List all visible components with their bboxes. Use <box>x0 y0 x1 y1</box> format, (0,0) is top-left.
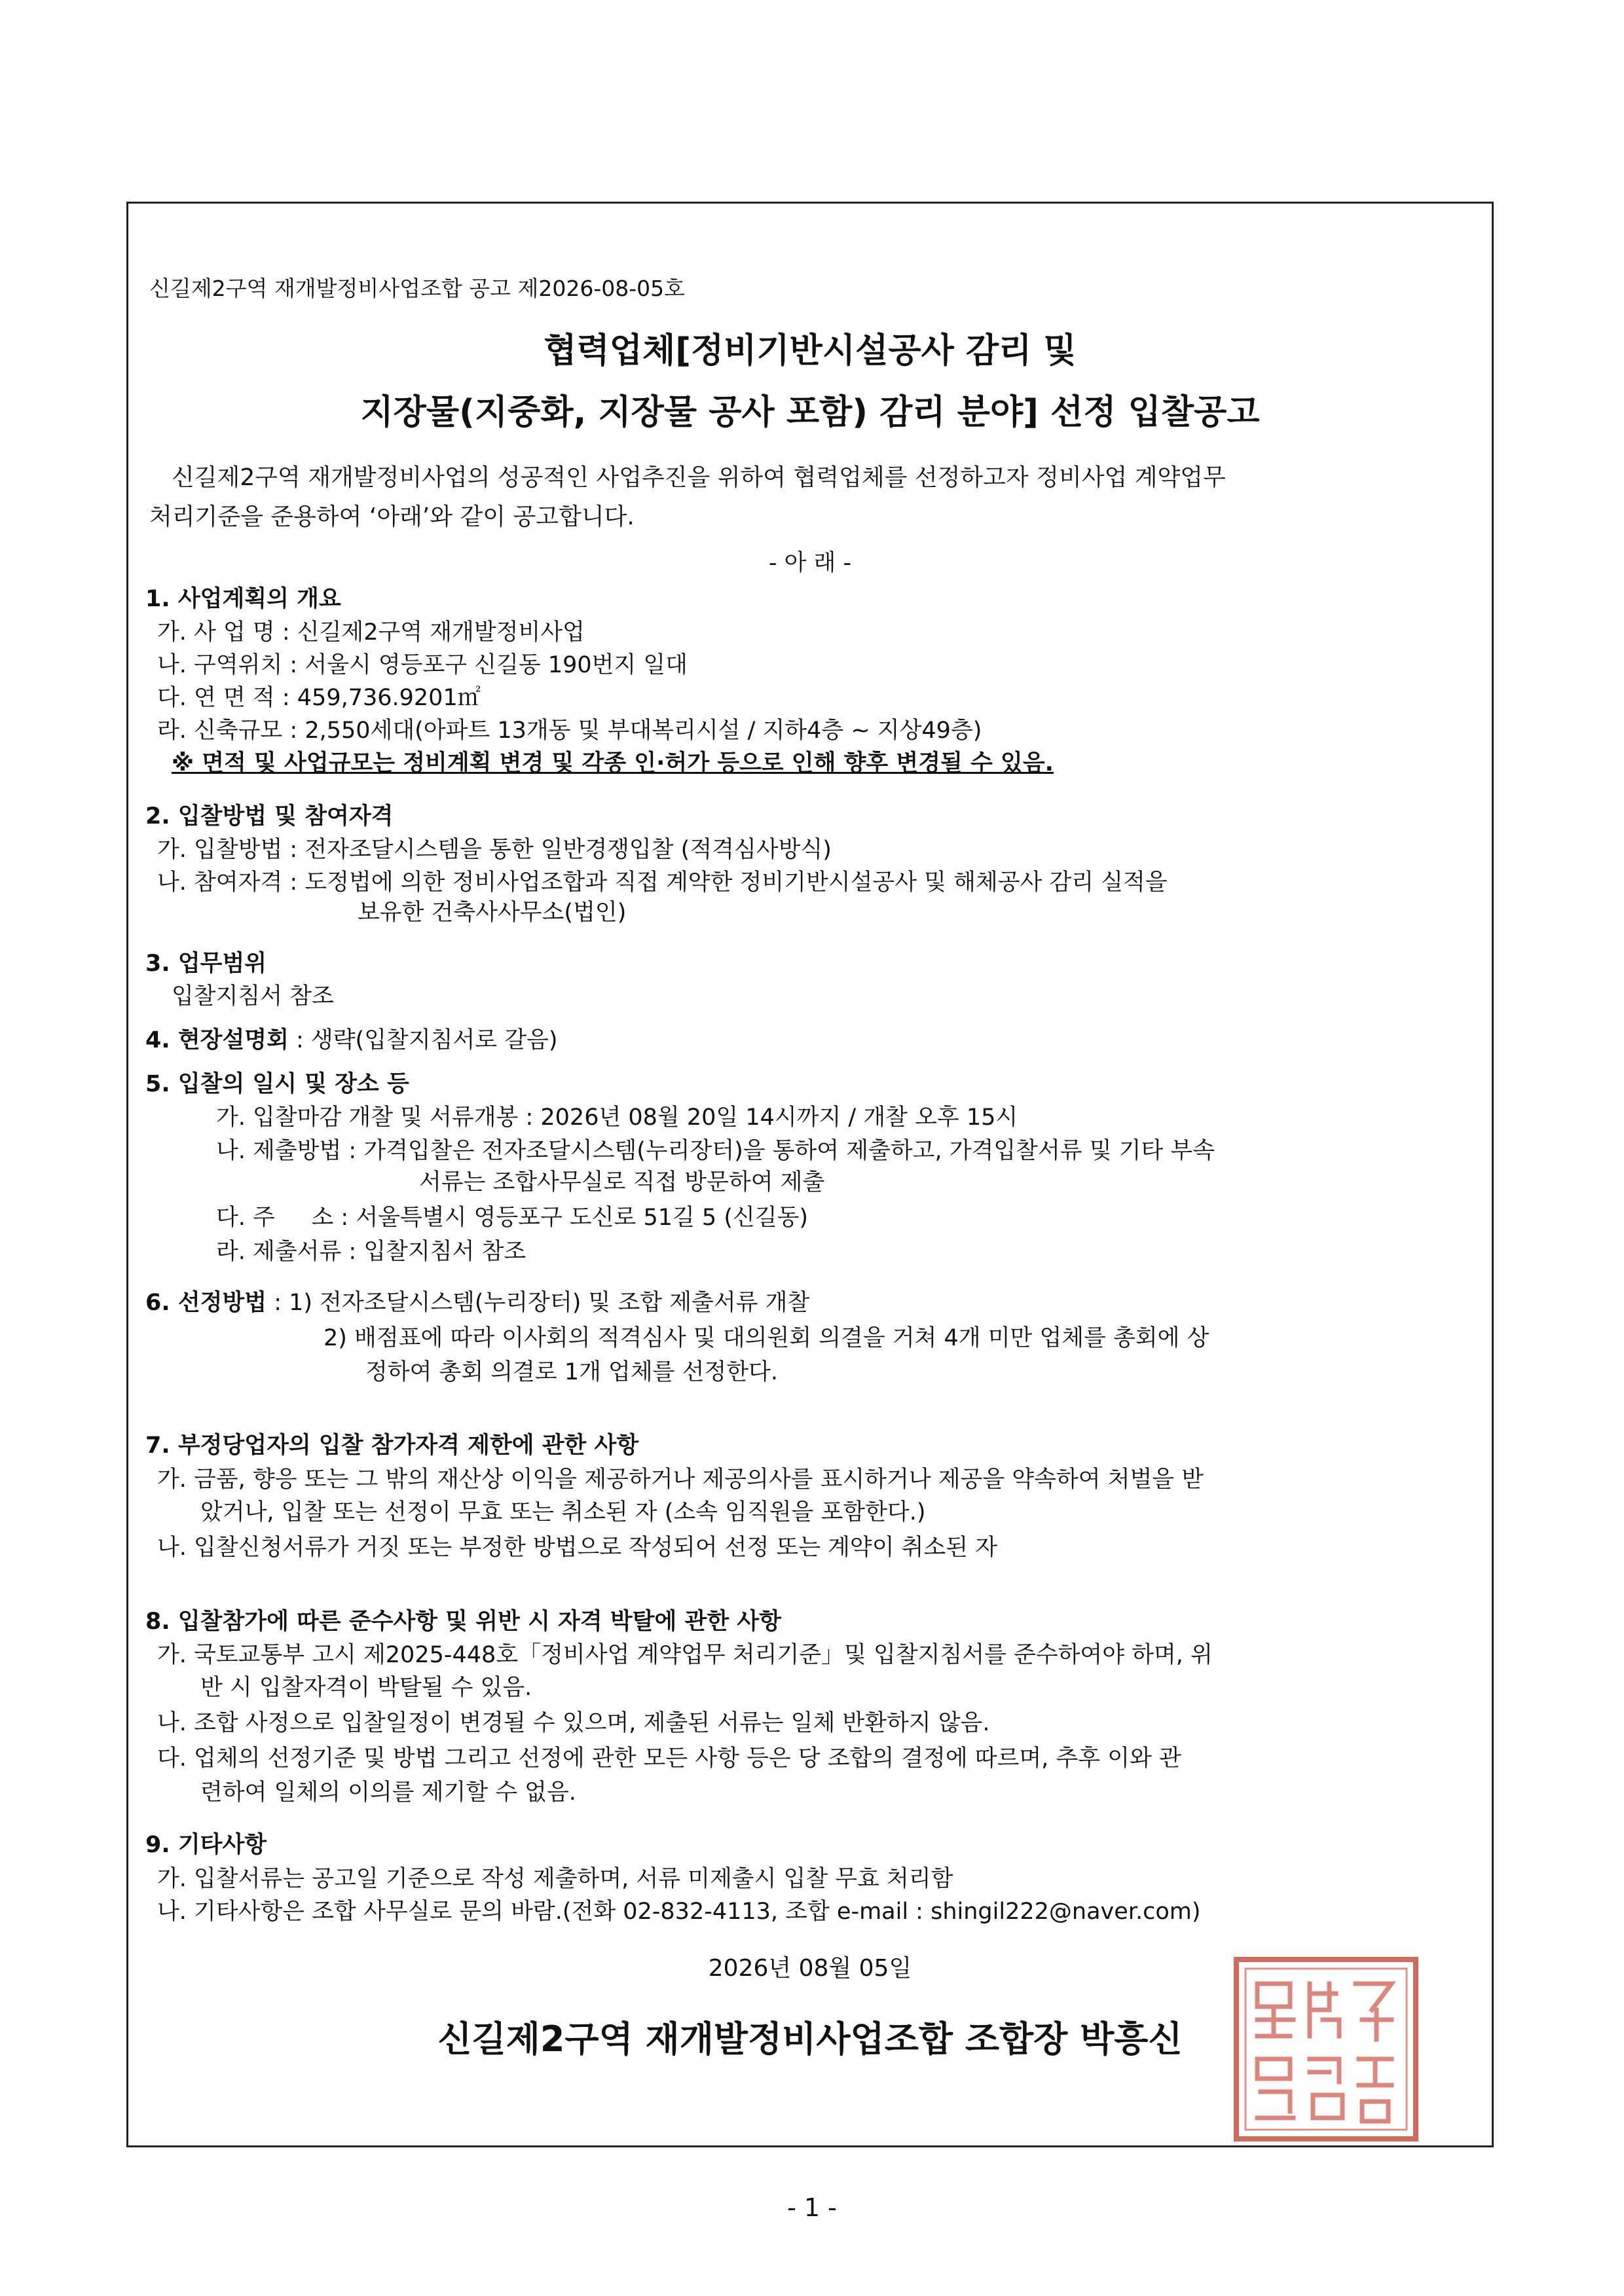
section-8-heading: 8. 입찰참가에 따른 준수사항 및 위반 시 자격 박탈에 관한 사항 <box>145 1609 781 1635</box>
page-number: - 1 - <box>787 2193 837 2222</box>
section-8-item-c-line-1: 다. 업체의 선정기준 및 방법 그리고 선정에 관한 모든 사항 등은 당 조합의 결정에 따르며, 추후 이와 관 <box>157 1745 1181 1772</box>
section-9-heading: 9. 기타사항 <box>145 1832 267 1858</box>
section-5-item-c: 다. 주 소 : 서울특별시 영등포구 도신로 51길 5 (신길동) <box>216 1205 809 1231</box>
notice-date: 2026년 08월 05일 <box>708 1955 912 1982</box>
section-5-item-a: 가. 입찰마감 개찰 및 서류개봉 : 2026년 08월 20일 14시까지 / 개찰 오후 15시 <box>216 1104 1018 1131</box>
section-3-body: 입찰지침서 참조 <box>172 983 334 1010</box>
section-1-item-b: 나. 구역위치 : 서울시 영등포구 신길동 190번지 일대 <box>157 652 688 678</box>
section-9-item-a: 가. 입찰서류는 공고일 기준으로 작성 제출하며, 서류 미제출시 입찰 무효 처리함 <box>157 1866 953 1892</box>
section-6-method-2-line-2: 정하여 총회 의결로 1개 업체를 선정한다. <box>365 1359 778 1385</box>
section-1-note: ※ 면적 및 사업규모는 정비계획 변경 및 각종 인·허가 등으로 인해 향후 변경될 수 있음. <box>172 750 1054 776</box>
section-5-item-b-line-2: 서류는 조합사무실로 직접 방문하여 제출 <box>419 1169 825 1195</box>
section-8-item-c-line-2: 련하여 일체의 이의를 제기할 수 없음. <box>200 1779 576 1806</box>
section-7-item-b: 나. 입찰신청서류가 거짓 또는 부정한 방법으로 작성되어 선정 또는 계약이 취소된 자 <box>157 1535 998 1561</box>
section-1-item-a: 가. 사 업 명 : 신길제2구역 재개발정비사업 <box>157 619 585 646</box>
section-1-item-d: 라. 신축규모 : 2,550세대(아파트 13개동 및 부대복리시설 / 지하4층 ~ 지상49층) <box>157 718 982 744</box>
section-6-method-2-line-1: 2) 배점표에 따라 이사회의 적격심사 및 대의원회 의결을 거쳐 4개 미만 업체를 총회에 상 <box>323 1325 1209 1351</box>
section-1-item-c: 다. 연 면 적 : 459,736.9201㎡ <box>157 685 481 711</box>
title-line-1: 협력업체[정비기반시설공사 감리 및 <box>544 331 1077 371</box>
section-4-heading: 4. 현장설명회 <box>145 1027 289 1053</box>
intro-line-2: 처리기준을 준용하여 ‘아래’와 같이 공고합니다. <box>149 503 635 530</box>
section-9-item-b: 나. 기타사항은 조합 사무실로 문의 바람.(전화 02-832-4113, 조합 e-mail : shingil222@naver.com) <box>157 1899 1201 1925</box>
section-4-body: : 생략(입찰지침서로 갈음) <box>288 1027 558 1053</box>
section-5-heading: 5. 입찰의 일시 및 장소 등 <box>145 1071 409 1097</box>
signature-line: 신길제2구역 재개발정비사업조합 조합장 박흥신 <box>437 2018 1183 2060</box>
section-7-heading: 7. 부정당업자의 입찰 참가자격 제한에 관한 사항 <box>145 1432 639 1459</box>
section-3-heading: 3. 업무범위 <box>145 951 267 977</box>
section-2-item-a: 가. 입찰방법 : 전자조달시스템을 통한 일반경쟁입찰 (적격심사방식) <box>157 837 832 863</box>
section-4-line <box>145 1026 557 1055</box>
section-1-heading: 1. 사업계획의 개요 <box>145 586 341 612</box>
section-8-item-a-line-2: 반 시 입찰자격이 박탈될 수 있음. <box>200 1675 532 1701</box>
section-6-heading: 6. 선정방법 <box>145 1290 267 1316</box>
section-8-item-a-line-1: 가. 국토교통부 고시 제2025-448호「정비사업 계약업무 처리기준」및 입찰지침서를 준수하여야 하며, 위 <box>157 1642 1213 1668</box>
section-7-item-a-line-1: 가. 금품, 향응 또는 그 밖의 재산상 이익을 제공하거나 제공의사를 표시하거나 제공을 약속하여 처벌을 받 <box>157 1467 1204 1493</box>
section-5-item-b-line-1: 나. 제출방법 : 가격입찰은 전자조달시스템(누리장터)을 통하여 제출하고, 가격입찰서류 및 기타 부속 <box>216 1138 1215 1164</box>
below-mark: - 아 래 - <box>768 550 852 576</box>
section-6-method-1: : 1) 전자조달시스템(누리장터) 및 조합 제출서류 개찰 <box>267 1290 810 1316</box>
section-2-item-b-line-1: 나. 참여자격 : 도정법에 의한 정비사업조합과 직접 계약한 정비기반시설공사 및 해체공사 감리 실적을 <box>157 869 1168 896</box>
section-2-item-b-line-2: 보유한 건축사사무소(법인) <box>358 900 627 926</box>
intro-line-1: 신길제2구역 재개발정비사업의 성공적인 사업추진을 위하여 협력업체를 선정하고자 정비사업 계약업무 <box>172 464 1226 491</box>
section-5-item-d: 라. 제출서류 : 입찰지침서 참조 <box>216 1239 526 1265</box>
notice-number: 신길제2구역 재개발정비사업조합 공고 제2026-08-05호 <box>149 276 686 301</box>
title-line-2: 지장물(지중화, 지장물 공사 포함) 감리 분야] 선정 입찰공고 <box>360 393 1260 432</box>
section-8-item-b: 나. 조합 사정으로 입찰일정이 변경될 수 있으며, 제출된 서류는 일체 반환하지 않음. <box>157 1710 990 1736</box>
section-2-heading: 2. 입찰방법 및 참여자격 <box>145 803 394 829</box>
section-7-item-a-line-2: 았거나, 입찰 또는 선정이 무효 또는 취소된 자 (소속 임직원을 포함한다.) <box>200 1499 926 1525</box>
section-6-line-1 <box>145 1288 809 1317</box>
